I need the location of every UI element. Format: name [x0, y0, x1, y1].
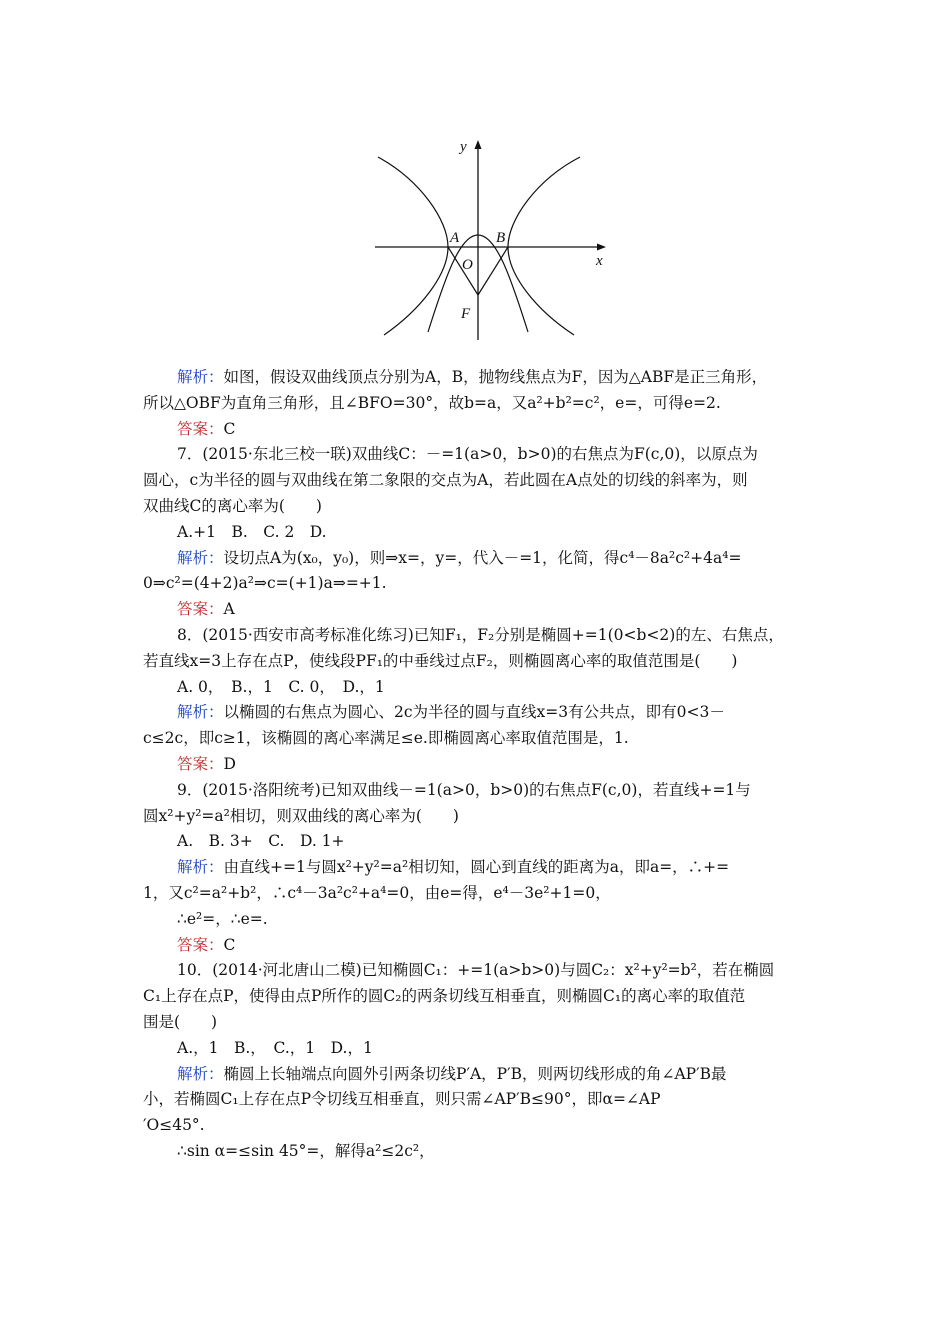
- text-line: [143, 546, 811, 572]
- analysis-label: 解析：: [177, 548, 224, 567]
- line-text: C: [223, 935, 236, 954]
- line-text: 若直线x=3上存在点P，使线段PF₁的中垂线过点F₂，则椭圆离心率的取值范围是( ): [143, 651, 738, 670]
- line-text: 0⇒c²=(4+2)a²⇒c=(+1)a⇒=+1.: [143, 574, 387, 593]
- label-A: A: [450, 230, 460, 246]
- label-B: B: [496, 230, 506, 246]
- y-axis-arrow: [475, 140, 482, 149]
- text-line: [143, 804, 811, 830]
- text-line: [143, 675, 811, 701]
- line-text: A.+1 B. C. 2 D.: [177, 522, 327, 541]
- line-text: 圆x²+y²=a²相切，则双曲线的离心率为( ): [143, 806, 459, 825]
- line-text: 10．(2014·河北唐山二模)已知椭圆C₁：+=1(a>b>0)与圆C₂：x²+y²=b²，若在椭圆: [177, 961, 775, 980]
- line-text: ′O≤45°.: [143, 1116, 205, 1135]
- line-text: 所以△OBF为直角三角形，且∠BFO=30°，故b=a，又a²+b²=c²，e=，可得e=2.: [143, 393, 721, 412]
- line-text: 围是( ): [143, 1012, 218, 1031]
- text-line: [143, 1139, 811, 1165]
- hyperbola-left-branch: [378, 157, 448, 335]
- text-line: [143, 752, 811, 778]
- line-text: 设切点A为(x₀，y₀)，则⇒x=，y=，代入－=1，化简，得c⁴－8a²c²+4a⁴=: [223, 548, 742, 567]
- answer-label: 答案：: [177, 935, 224, 954]
- text-line: [143, 933, 811, 959]
- answer-label: 答案：: [177, 600, 224, 619]
- answer-label: 答案：: [177, 419, 224, 438]
- segment-BF: [478, 247, 508, 295]
- line-text: ∴sin α=≤sin 45°=，解得a²≤2c²，: [177, 1141, 435, 1160]
- text-line: [143, 726, 811, 752]
- text-line: [143, 1062, 811, 1088]
- text-line: [143, 365, 811, 391]
- analysis-label: 解析：: [177, 858, 224, 877]
- line-text: 小，若椭圆C₁上存在点P令切线互相垂直，则只需∠AP′B≤90°，即α=∠AP: [143, 1090, 661, 1109]
- line-text: 椭圆上长轴端点向圆外引两条切线P′A，P′B，则两切线形成的角∠AP′B最: [223, 1064, 727, 1083]
- line-text: c≤2c，即c≥1，该椭圆的离心率满足≤e.即椭圆离心率取值范围是，1.: [143, 729, 629, 748]
- analysis-label: 解析：: [177, 703, 224, 722]
- line-text: 由直线+=1与圆x²+y²=a²相切知，圆心到直线的距离为a，即a=，∴+=: [223, 858, 730, 877]
- text-line: [143, 1010, 811, 1036]
- line-text: A. 0， B.，1 C. 0， D.，1: [177, 677, 385, 696]
- answer-label: 答案：: [177, 754, 224, 773]
- line-text: 双曲线C的离心率为( ): [143, 496, 322, 515]
- text-line: [143, 442, 811, 468]
- hyperbola-parabola-figure: [370, 135, 615, 345]
- solution-text: [143, 365, 811, 1165]
- text-line: [143, 1036, 811, 1062]
- line-text: A: [223, 600, 235, 619]
- line-text: C: [223, 419, 236, 438]
- line-text: 如图，假设双曲线顶点分别为A，B，抛物线焦点为F，因为△ABF是正三角形，: [223, 368, 768, 386]
- text-line: [143, 829, 811, 855]
- label-F: F: [461, 306, 471, 322]
- text-line: [143, 855, 811, 881]
- line-text: 7．(2015·东北三校一联)双曲线C：－=1(a>0，b>0)的右焦点为F(c,0)，以原点为: [177, 445, 758, 464]
- text-line: [143, 1087, 811, 1113]
- line-text: D: [223, 754, 236, 773]
- text-line: [143, 597, 811, 623]
- line-text: C₁上存在点P，使得由点P所作的圆C₂的两条切线互相垂直，则椭圆C₁的离心率的取值范: [143, 987, 746, 1006]
- line-text: 1，又c²=a²+b²，∴c⁴－3a²c²+a⁴=0，由e=得，e⁴－3e²+1=0，: [143, 883, 611, 902]
- line-text: 以椭圆的右焦点为圆心、2c为半径的圆与直线x=3有公共点，即有0<3－: [223, 703, 725, 722]
- line-text: 圆心，c为半径的圆与双曲线在第二象限的交点为A，若此圆在A点处的切线的斜率为，则: [143, 471, 748, 490]
- text-line: [143, 984, 811, 1010]
- analysis-label: 解析：: [177, 368, 224, 386]
- label-x: x: [596, 253, 603, 269]
- text-line: [143, 417, 811, 443]
- text-line: [143, 571, 811, 597]
- line-text: A. B. 3+ C. D. 1+: [177, 832, 345, 851]
- line-text: A.，1 B.， C.，1 D.，1: [177, 1038, 373, 1057]
- text-line: [143, 649, 811, 675]
- x-axis-arrow: [597, 244, 606, 251]
- text-line: [143, 907, 811, 933]
- text-line: [143, 468, 811, 494]
- text-line: [143, 520, 811, 546]
- text-line: [143, 778, 811, 804]
- text-line: [143, 623, 811, 649]
- analysis-label: 解析：: [177, 1064, 224, 1083]
- line-text: ∴e²=，∴e=.: [177, 909, 268, 928]
- label-y: y: [460, 139, 467, 155]
- text-line: [143, 1113, 811, 1139]
- label-O: O: [462, 257, 473, 273]
- line-text: 9．(2015·洛阳统考)已知双曲线－=1(a>0，b>0)的右焦点F(c,0)，若直线+=1与: [177, 780, 751, 799]
- hyperbola-right-branch: [508, 157, 580, 335]
- line-text: 8．(2015·西安市高考标准化练习)已知F₁，F₂分别是椭圆+=1(0<b<2)的左、右焦点，: [177, 625, 784, 644]
- text-line: [143, 391, 811, 417]
- text-line: [143, 958, 811, 984]
- text-line: [143, 494, 811, 520]
- text-line: [143, 700, 811, 726]
- text-line: [143, 881, 811, 907]
